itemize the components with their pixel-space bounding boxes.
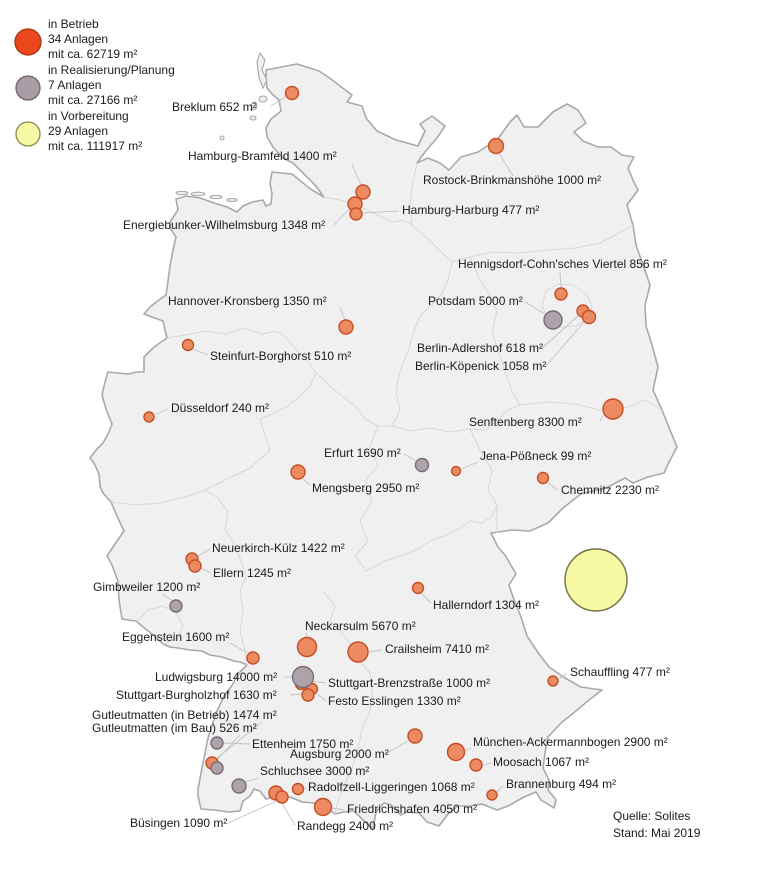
- site-label-augsburg: Augsburg 2000 m²: [290, 747, 389, 761]
- site-label-ettenheim: Ettenheim 1750 m²: [252, 737, 354, 751]
- site-label-stuttgart-burgholzhof: Stuttgart-Burgholzhof 1630 m²: [116, 688, 277, 702]
- site-label-friedrichshafen: Friedrichshafen 4050 m²: [347, 802, 478, 816]
- site-label-berlin-adlershof: Berlin-Adlershof 618 m²: [417, 341, 544, 355]
- site-marker-neckarsulm: [298, 638, 317, 657]
- island-east-frisian-2: [191, 192, 205, 196]
- site-label-steinfurt-borghorst: Steinfurt-Borghorst 510 m²: [210, 349, 352, 363]
- site-marker-vorbereitung-bubble: [565, 549, 627, 611]
- site-label-gutleutmatten-in-betrieb: Gutleutmatten (in Betrieb) 1474 m²: [92, 708, 277, 722]
- site-marker-radolfzell-liggeringen: [293, 784, 304, 795]
- site-marker-schauffling: [548, 676, 558, 686]
- legend-circle-in-betrieb: [15, 29, 41, 55]
- legend: [15, 17, 175, 153]
- site-marker-hamburg-harburg: [350, 208, 362, 220]
- site-label-festo-esslingen: Festo Esslingen 1330 m²: [328, 694, 461, 708]
- site-label-hannover-kronsberg: Hannover-Kronsberg 1350 m²: [168, 294, 327, 308]
- site-marker-friedrichshafen: [315, 799, 332, 816]
- site-label-erfurt: Erfurt 1690 m²: [324, 446, 401, 460]
- site-marker-berlin-koepenick: [583, 311, 596, 324]
- site-label-schauffling: Schauffling 477 m²: [570, 665, 670, 679]
- date-line: Stand: Mai 2019: [613, 826, 701, 840]
- island-east-frisian-1: [176, 191, 188, 194]
- site-marker-ludwigsburg: [293, 667, 314, 688]
- site-marker-augsburg: [408, 729, 422, 743]
- site-marker-gutleutmatten-im-bau: [211, 762, 223, 774]
- site-label-stuttgart-brenzstrasse: Stuttgart-Brenzstraße 1000 m²: [328, 676, 491, 690]
- island-helgoland: [220, 136, 224, 140]
- island-east-frisian-3: [210, 195, 222, 198]
- legend-status-in-planung: in Realisierung/Planung: [48, 63, 175, 77]
- site-label-radolfzell-liggeringen: Radolfzell-Liggeringen 1068 m²: [308, 780, 475, 794]
- site-label-crailsheim: Crailsheim 7410 m²: [385, 642, 490, 656]
- site-marker-senftenberg: [603, 399, 623, 419]
- legend-circle-in-vorbereitung: [16, 122, 40, 146]
- site-label-neuerkirch-kuelz: Neuerkirch-Külz 1422 m²: [212, 541, 345, 555]
- site-label-buesingen: Büsingen 1090 m²: [130, 816, 228, 830]
- site-marker-moosach: [470, 759, 482, 771]
- site-marker-hennigsdorf-cohnsches-viertel: [555, 288, 567, 300]
- island-east-frisian-4: [227, 199, 237, 202]
- site-label-gutleutmatten-im-bau: Gutleutmatten (im Bau) 526 m²: [92, 721, 257, 735]
- site-label-gimbweiler: Gimbweiler 1200 m²: [93, 580, 201, 594]
- island-pellworm: [250, 116, 256, 120]
- site-label-randegg: Randegg 2400 m²: [297, 819, 394, 833]
- site-label-eggenstein: Eggenstein 1600 m²: [122, 630, 230, 644]
- site-marker-erfurt: [416, 459, 429, 472]
- source-note: [613, 809, 701, 840]
- site-label-breklum: Breklum 652 m²: [172, 100, 257, 114]
- site-label-jena-poessneck: Jena-Pößneck 99 m²: [480, 449, 592, 463]
- legend-count-in-planung: 7 Anlagen: [48, 78, 102, 92]
- island-foehr: [259, 96, 267, 102]
- site-label-muenchen-ackermannbogen: München-Ackermannbogen 2900 m²: [473, 735, 668, 749]
- legend-area-in-betrieb: mit ca. 62719 m²: [48, 47, 138, 61]
- legend-status-in-betrieb: in Betrieb: [48, 17, 99, 31]
- site-label-ellern: Ellern 1245 m²: [213, 566, 292, 580]
- site-label-duesseldorf: Düsseldorf 240 m²: [171, 401, 270, 415]
- site-marker-duesseldorf: [144, 412, 154, 422]
- site-marker-jena-poessneck: [452, 467, 461, 476]
- site-label-berlin-koepenick: Berlin-Köpenick 1058 m²: [415, 359, 547, 373]
- legend-area-in-planung: mit ca. 27166 m²: [48, 93, 138, 107]
- site-marker-eggenstein: [247, 652, 259, 664]
- site-label-brannenburg: Brannenburg 494 m²: [506, 777, 617, 791]
- site-marker-schluchsee: [232, 779, 246, 793]
- site-marker-gimbweiler: [170, 600, 182, 612]
- site-marker-steinfurt-borghorst: [183, 340, 194, 351]
- site-marker-muenchen-ackermannbogen: [448, 744, 465, 761]
- site-marker-breklum: [286, 87, 299, 100]
- leader-line-randegg: [280, 800, 295, 825]
- site-marker-mengsberg: [291, 465, 305, 479]
- site-marker-crailsheim: [348, 642, 368, 662]
- site-marker-hannover-kronsberg: [339, 320, 353, 334]
- site-label-senftenberg: Senftenberg 8300 m²: [469, 415, 582, 429]
- source-line: Quelle: Solites: [613, 809, 691, 823]
- site-marker-ettenheim: [211, 737, 223, 749]
- site-label-neckarsulm: Neckarsulm 5670 m²: [305, 619, 416, 633]
- site-label-schluchsee: Schluchsee 3000 m²: [260, 764, 370, 778]
- site-marker-rostock-brinkmanshoehe: [489, 139, 504, 154]
- site-marker-hamburg-bramfeld: [356, 185, 370, 199]
- site-label-hamburg-harburg: Hamburg-Harburg 477 m²: [402, 203, 540, 217]
- site-marker-brannenburg: [487, 790, 497, 800]
- legend-area-in-vorbereitung: mit ca. 111917 m²: [48, 139, 143, 153]
- site-label-chemnitz: Chemnitz 2230 m²: [561, 483, 660, 497]
- site-label-mengsberg: Mengsberg 2950 m²: [312, 481, 420, 495]
- site-marker-buesingen: [276, 791, 288, 803]
- site-label-moosach: Moosach 1067 m²: [493, 755, 590, 769]
- site-label-potsdam: Potsdam 5000 m²: [428, 294, 523, 308]
- legend-count-in-vorbereitung: 29 Anlagen: [48, 124, 109, 138]
- site-label-energiebunker-wilhelmsburg: Energiebunker-Wilhelmsburg 1348 m²: [123, 218, 326, 232]
- site-marker-ellern: [189, 560, 201, 572]
- site-label-hamburg-bramfeld: Hamburg-Bramfeld 1400 m²: [188, 149, 337, 163]
- site-marker-chemnitz: [538, 473, 549, 484]
- site-marker-potsdam: [544, 311, 562, 329]
- legend-count-in-betrieb: 34 Anlagen: [48, 32, 109, 46]
- legend-status-in-vorbereitung: in Vorbereitung: [48, 109, 129, 123]
- legend-circle-in-planung: [16, 76, 40, 100]
- site-marker-hallerndorf: [413, 583, 424, 594]
- site-label-hennigsdorf-cohnsches-viertel: Hennigsdorf-Cohn'sches Viertel 856 m²: [458, 257, 667, 271]
- site-label-rostock-brinkmanshoehe: Rostock-Brinkmanshöhe 1000 m²: [423, 173, 602, 187]
- site-label-hallerndorf: Hallerndorf 1304 m²: [433, 598, 540, 612]
- site-marker-stuttgart-burgholzhof: [302, 689, 314, 701]
- site-label-ludwigsburg: Ludwigsburg 14000 m²: [155, 670, 278, 684]
